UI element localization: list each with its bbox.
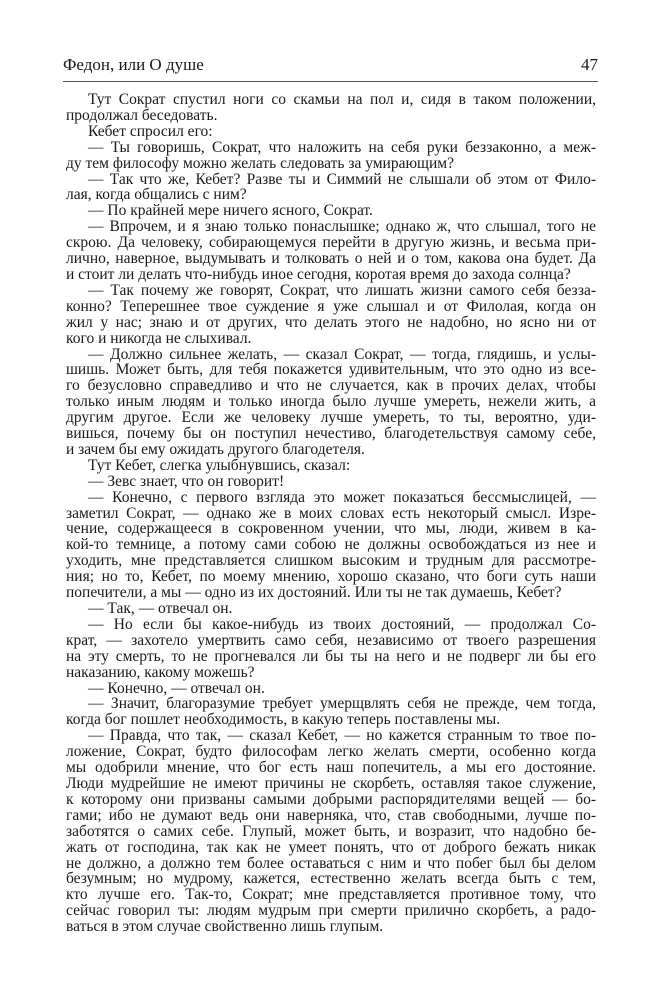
- text-line: конно? Теперешнее твое суждение я уже слышал и от Филолая, когда он: [66, 297, 596, 315]
- text-line: — По крайней мере ничего ясного, Сократ.: [88, 202, 373, 220]
- text-line: не должно, а должно тем более оставаться с ним и что побег был бы делом: [66, 854, 596, 872]
- text-line: чение, содержащееся в сокровенном учении, что мы, люди, живем в ка-: [66, 520, 596, 538]
- text-line: скрою. Да человеку, собирающемуся перейти в другую жизнь, и весьма при-: [66, 234, 596, 252]
- text-line: когда бог пошлет необходимость, в какую теперь поставлены мы.: [66, 711, 501, 729]
- paragraph: [66, 458, 596, 474]
- text-line: продолжал беседовать.: [66, 106, 218, 124]
- paragraph: [66, 728, 596, 935]
- paragraph: [66, 601, 596, 617]
- text-line: — Значит, благоразумие требует умерщвлять себя не прежде, чем тогда,: [88, 695, 596, 713]
- text-line: мы одобрили мнение, что бог есть наш попечитель, а мы его достояние.: [66, 759, 596, 777]
- text-line: — Ты говоришь, Сократ, что наложить на себя руки беззаконно, а меж-: [88, 138, 596, 156]
- paragraph: [66, 92, 596, 124]
- text-line: сейчас говорил ты: людям мудрым при смерти прилично скорбеть, а радо-: [66, 902, 596, 920]
- text-line: кто лучше его. Так-то, Сократ; мне представляется противное тому, что: [66, 886, 596, 904]
- paragraph: [66, 696, 596, 728]
- text-line: Кебет спросил его:: [88, 122, 213, 140]
- running-title: Федон, или О душе: [63, 55, 204, 74]
- text-line: и стоит ли делать что-нибудь иное сегодня, коротая время до захода солнца?: [66, 265, 571, 283]
- text-line: безумным; но мудрому, кажется, естественно желать всегда быть с тем,: [66, 870, 596, 888]
- text-line: — Конечно, с первого взгляда это может показаться бессмыслицей, —: [88, 488, 596, 506]
- paragraph: [66, 474, 596, 490]
- text-line: — Конечно, — отвечал он.: [88, 679, 265, 697]
- text-line: — Впрочем, и я знаю только понаслышке; однако ж, что слышал, того не: [88, 218, 596, 236]
- text-line: заботятся о самих себе. Глупый, может быть, и возразит, что надобно бе-: [66, 822, 596, 840]
- text-line: наказанию, какому можешь?: [66, 663, 255, 681]
- text-line: — Так что же, Кебет? Разве ты и Симмий не слышали об этом от Фило-: [88, 170, 596, 188]
- text-line: — Должно сильнее желать, — сказал Сократ, — тогда, глядишь, и услы-: [88, 345, 596, 363]
- text-line: — Правда, что так, — сказал Кебет, — но кажется странным то твое по-: [88, 727, 596, 745]
- text-line: — Но если бы какое-нибудь из твоих достояний, — продолжал Со-: [88, 615, 596, 633]
- text-line: жать от господина, так как не умеет понять, что от доброго бежать никак: [66, 838, 596, 856]
- text-line: только иным людям и только иногда было лучше умереть, нежели жить, а: [66, 393, 596, 411]
- paragraph: [66, 681, 596, 697]
- text-line: лично, наверное, выдумывать и толковать о ней и о том, какова она будет. Да: [66, 250, 596, 268]
- text-line: — Так почему же говорят, Сократ, что лишать жизни самого себя безза-: [88, 281, 596, 299]
- text-line: ду тем философу можно желать следовать за умирающим?: [66, 154, 454, 172]
- text-line: вишься, почему бы он поступил нечестиво, благодетельствуя самому себе,: [66, 425, 596, 443]
- running-header: [63, 55, 598, 82]
- text-line: шишь. Может быть, для тебя покажется удивительным, что это одно из все-: [66, 361, 596, 379]
- text-line: го безусловно справедливо и что не случается, как в прочих делах, чтобы: [66, 377, 596, 395]
- text-line: попечители, а мы — одно из их достояний. Или ты не так думаешь, Кебет?: [66, 584, 562, 602]
- paragraph: [66, 172, 596, 204]
- text-line: гами; ибо не думают ведь они наверняка, что, став свободными, лучше по-: [66, 806, 596, 824]
- text-line: жил у нас; знаю и от других, что делать этого не надобно, но ясно ни от: [66, 313, 596, 331]
- text-line: — Так, — отвечал он.: [88, 600, 233, 617]
- text-line: другим другое. Если же человеку лучше умереть, то ты, вероятно, уди-: [66, 409, 596, 427]
- text-line: Люди мудрейшие не имеют причины не скорбеть, оставляя такое служение,: [66, 774, 596, 792]
- paragraph: [66, 283, 596, 347]
- text-line: заметил Сократ, — однако же в моих словах есть некоторый смысл. Изре-: [66, 504, 596, 522]
- paragraph: [66, 490, 596, 601]
- text-line: ваться в этом случае свойственно лишь глупым.: [66, 918, 384, 936]
- text-line: уходить, мне представляется слишком высоким и трудным для рассмотре-: [66, 552, 596, 570]
- text-line: ния; но то, Кебет, по моему мнению, хорошо сказано, что боги суть наши: [66, 568, 596, 586]
- text-line: Тут Кебет, слегка улыбнувшись, сказал:: [88, 456, 351, 474]
- text-line: и зачем бы ему ожидать другого благодетеля.: [66, 440, 365, 458]
- paragraph: [66, 219, 596, 283]
- page-number: 47: [581, 55, 598, 74]
- text-line: на эту смерть, то не прогневался ли бы ты на него и не подверг ли бы его: [66, 647, 596, 665]
- text-line: к которому они призваны самыми добрыми распорядителями вещей — бо-: [66, 790, 596, 808]
- paragraph: [66, 203, 596, 219]
- text-line: лая, когда общались с ним?: [66, 186, 247, 204]
- text-line: крат, — захотело умертвить само себя, независимо от твоего разрешения: [66, 631, 596, 649]
- paragraph: [66, 617, 596, 681]
- text-line: кого и никогда не слыхивал.: [66, 329, 252, 347]
- paragraph: [66, 124, 596, 140]
- text-line: Тут Сократ спустил ноги со скамьи на пол и, сидя в таком положении,: [88, 91, 596, 108]
- paragraph: [66, 140, 596, 172]
- text-line: — Зевс знает, что он говорит!: [88, 472, 285, 490]
- text-line: ложение, Сократ, будто философам легко желать смерти, особенно когда: [66, 743, 596, 761]
- text-line: кой-то темнице, а потому сами собою не должны освобождаться из нее и: [66, 536, 596, 554]
- paragraph: [66, 347, 596, 458]
- page-body: [66, 92, 596, 935]
